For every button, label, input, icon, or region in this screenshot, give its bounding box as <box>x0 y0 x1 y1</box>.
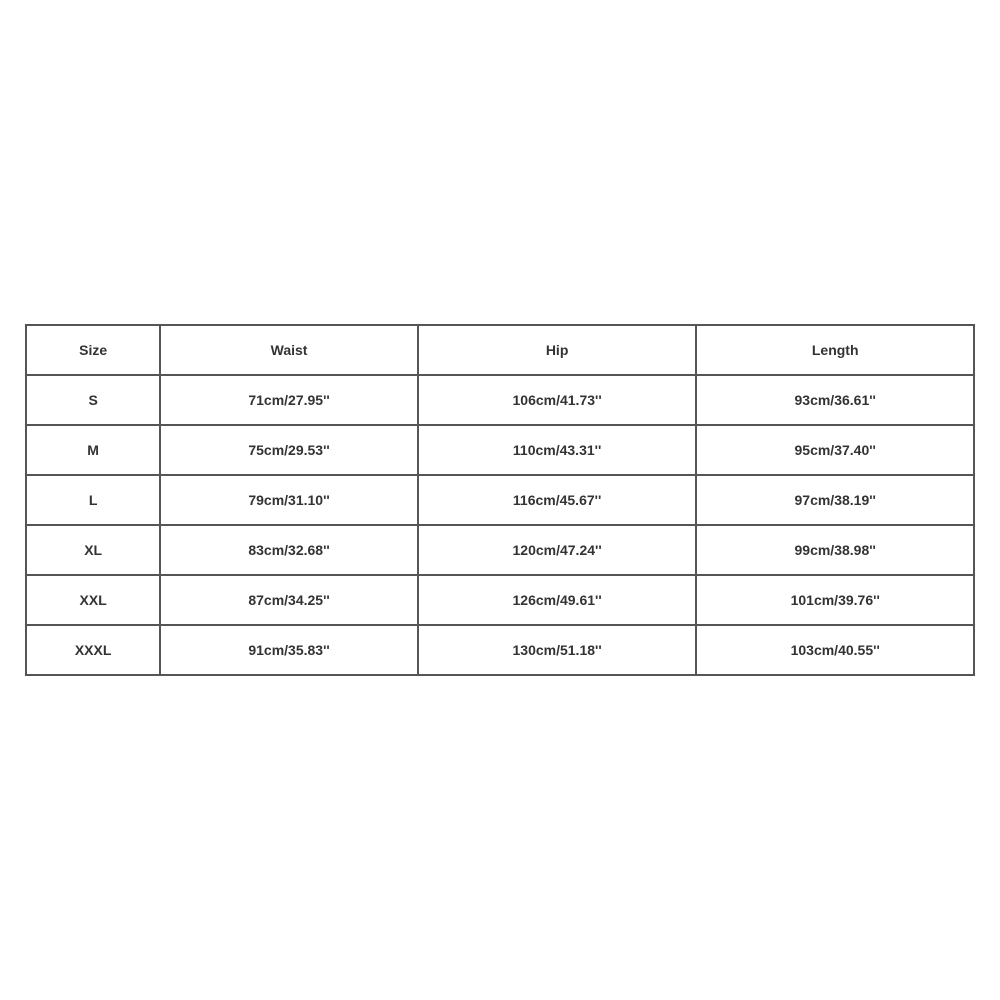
header-waist: Waist <box>160 325 418 375</box>
cell-size: M <box>26 425 160 475</box>
cell-hip: 106cm/41.73'' <box>418 375 697 425</box>
table-row <box>26 425 974 475</box>
cell-waist: 83cm/32.68'' <box>160 525 418 575</box>
cell-length: 103cm/40.55'' <box>696 625 974 675</box>
cell-size: L <box>26 475 160 525</box>
table-row <box>26 575 974 625</box>
cell-length: 101cm/39.76'' <box>696 575 974 625</box>
cell-hip: 130cm/51.18'' <box>418 625 697 675</box>
cell-waist: 79cm/31.10'' <box>160 475 418 525</box>
cell-hip: 126cm/49.61'' <box>418 575 697 625</box>
cell-waist: 71cm/27.95'' <box>160 375 418 425</box>
cell-waist: 91cm/35.83'' <box>160 625 418 675</box>
header-length: Length <box>696 325 974 375</box>
size-chart-table <box>25 324 975 676</box>
table-row <box>26 525 974 575</box>
cell-hip: 110cm/43.31'' <box>418 425 697 475</box>
cell-hip: 116cm/45.67'' <box>418 475 697 525</box>
cell-length: 93cm/36.61'' <box>696 375 974 425</box>
header-size: Size <box>26 325 160 375</box>
cell-length: 97cm/38.19'' <box>696 475 974 525</box>
table-row <box>26 625 974 675</box>
header-hip: Hip <box>418 325 697 375</box>
cell-waist: 87cm/34.25'' <box>160 575 418 625</box>
size-chart-header <box>26 325 974 375</box>
table-row <box>26 375 974 425</box>
cell-waist: 75cm/29.53'' <box>160 425 418 475</box>
table-row <box>26 475 974 525</box>
cell-hip: 120cm/47.24'' <box>418 525 697 575</box>
size-chart-body <box>26 375 974 675</box>
cell-size: S <box>26 375 160 425</box>
cell-size: XXL <box>26 575 160 625</box>
cell-length: 99cm/38.98'' <box>696 525 974 575</box>
cell-size: XL <box>26 525 160 575</box>
header-row <box>26 325 974 375</box>
cell-length: 95cm/37.40'' <box>696 425 974 475</box>
cell-size: XXXL <box>26 625 160 675</box>
